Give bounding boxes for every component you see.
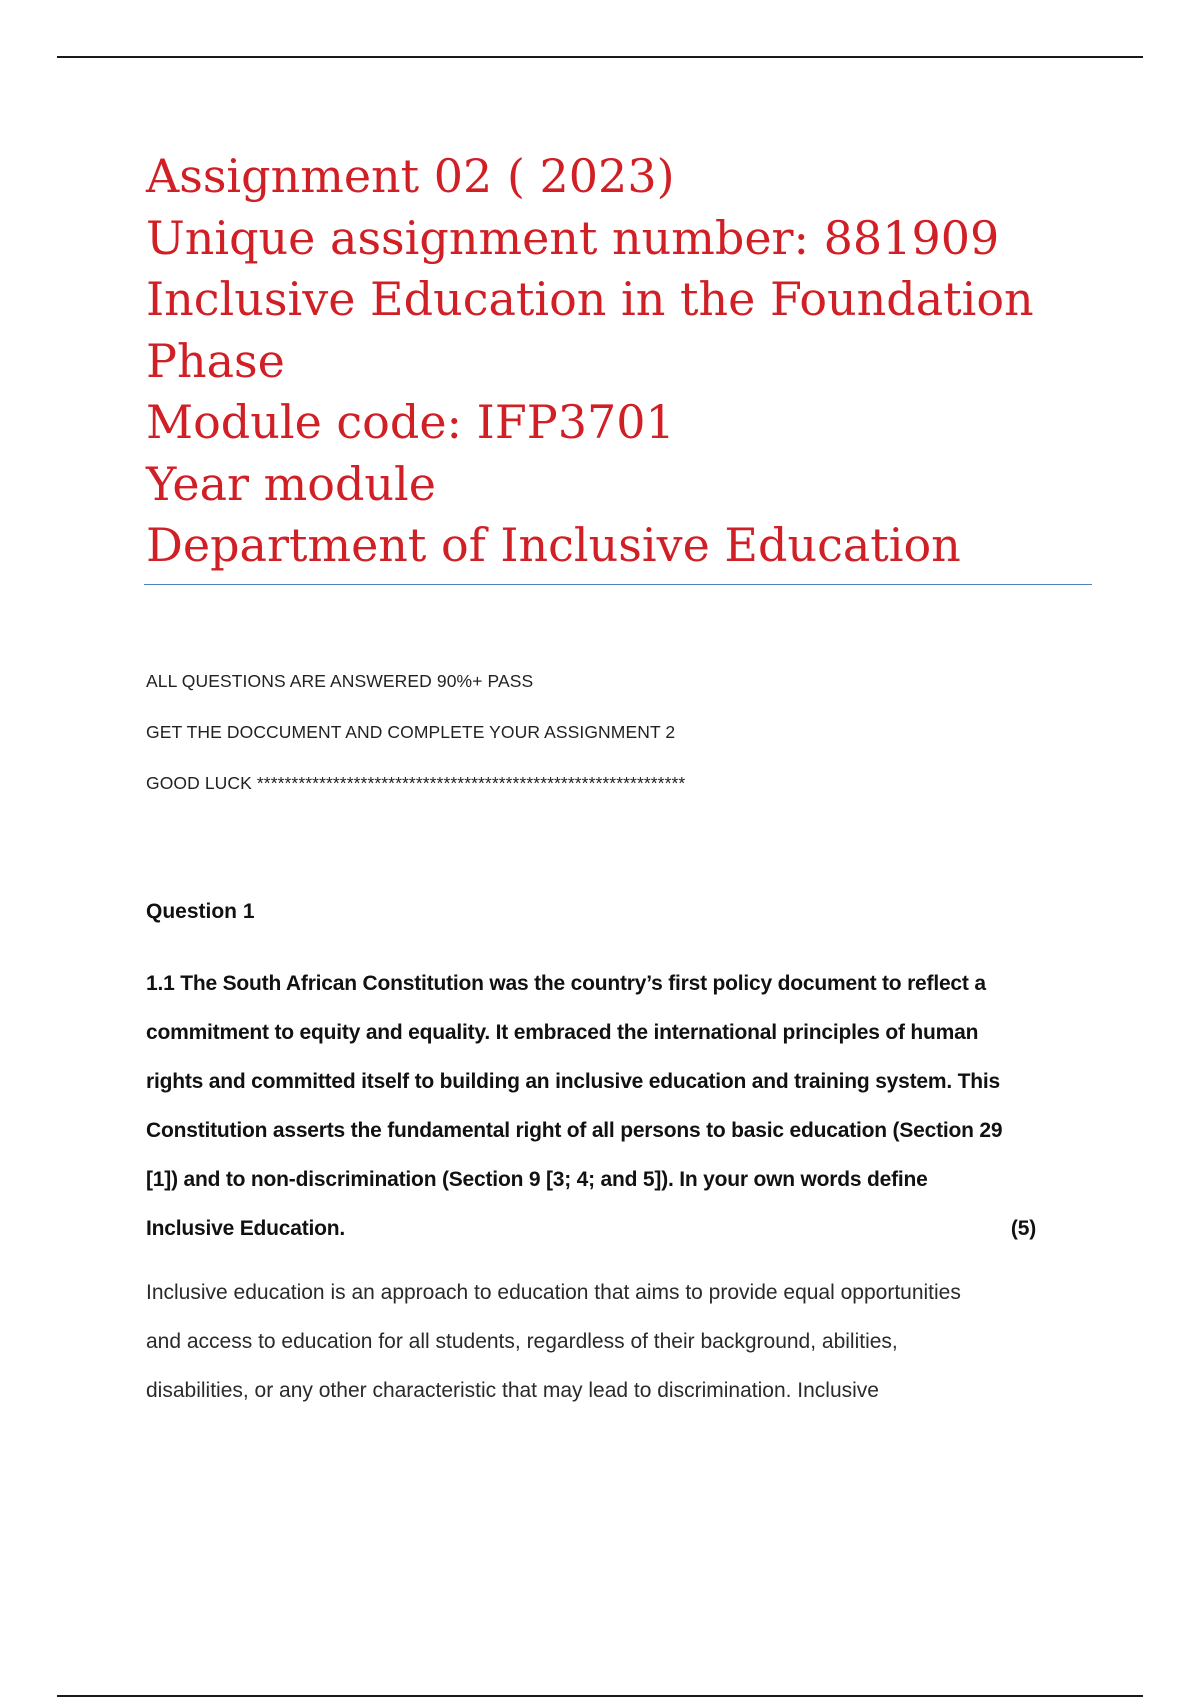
notice-good-luck: GOOD LUCK ************************************************************** xyxy=(146,773,686,793)
question-line: 1.1 The South African Constitution was the country’s first policy document to reflect a xyxy=(146,972,986,995)
question-line: rights and committed itself to building an inclusive education and training system. This xyxy=(146,1070,1001,1093)
title-course-name: Inclusive Education in the Foundation xyxy=(146,272,1034,326)
question-marks: (5) xyxy=(1010,1217,1036,1240)
answer-line: and access to education for all students, regardless of their background, abilities, xyxy=(146,1330,898,1353)
bottom-page-rule xyxy=(57,1695,1143,1697)
document-title-block xyxy=(146,146,1106,577)
question-heading: Question 1 xyxy=(146,900,255,923)
question-last-line-text: Inclusive Education. xyxy=(146,1217,346,1240)
question-last-line xyxy=(146,1204,1036,1253)
question-line: [1]) and to non-discrimination (Section 9 [3; 4; and 5]). In your own words define xyxy=(146,1168,928,1191)
title-assignment: Assignment 02 ( 2023) xyxy=(146,149,675,203)
title-underline-rule xyxy=(144,584,1092,585)
title-unique-number: Unique assignment number: 881909 xyxy=(146,210,1000,265)
title-module-code: Module code: IFP3701 xyxy=(146,395,675,449)
title-course-name-continued: Phase xyxy=(146,333,285,388)
question-line: Constitution asserts the fundamental right of all persons to basic education (Section 29 xyxy=(146,1119,1003,1142)
question-text xyxy=(146,959,1086,1253)
answer-line: Inclusive education is an approach to education that aims to provide equal opportunities xyxy=(146,1281,961,1304)
notice-pass-rate: ALL QUESTIONS ARE ANSWERED 90%+ PASS xyxy=(146,671,534,691)
notice-get-document: GET THE DOCCUMENT AND COMPLETE YOUR ASSIGNMENT 2 xyxy=(146,722,676,742)
answer-text xyxy=(146,1268,1106,1415)
top-page-rule xyxy=(57,56,1143,58)
title-department: Department of Inclusive Education xyxy=(146,518,961,572)
question-line: commitment to equity and equality. It embraced the international principles of human xyxy=(146,1021,979,1044)
title-module-duration: Year module xyxy=(146,456,436,511)
answer-line: disabilities, or any other characteristic that may lead to discrimination. Inclusive xyxy=(146,1379,879,1402)
